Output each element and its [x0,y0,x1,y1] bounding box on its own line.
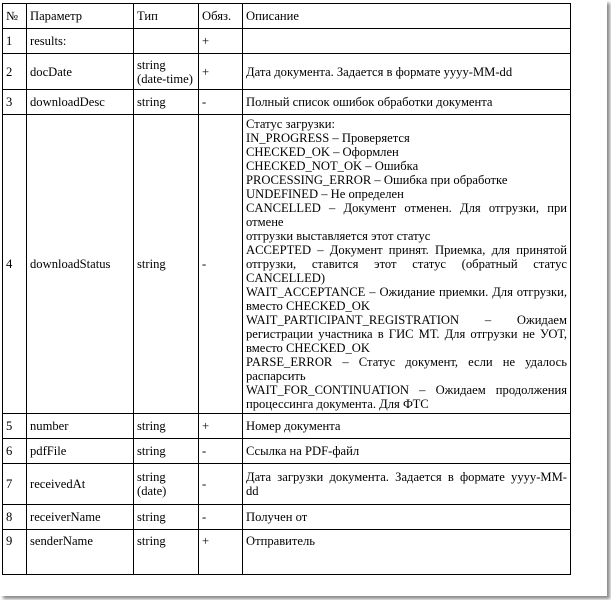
desc-line: Статус загрузки: [246,117,336,131]
row-param: results: [27,29,134,54]
desc-line: WAIT_ACCEPTANCE – Ожидание приемки. Для отгрузки, [246,285,567,299]
table-row [3,54,571,90]
header-type: Тип [134,4,199,29]
row-description [243,115,571,414]
desc-line: CANCELLED – Документ отменен. Для отгрузки, при отмене [246,201,567,229]
row-param: docDate [27,54,134,90]
table-row [3,505,571,530]
desc-line: CHECKED_OK – Оформлен [246,145,399,159]
row-num: 9 [3,530,27,575]
header-param: Параметр [27,4,134,29]
desc-line: PARSE_ERROR – Статус документ, если не удалось [246,355,567,369]
table-row [3,414,571,439]
row-description [243,464,571,505]
row-param: number [27,414,134,439]
row-param: receiverName [27,505,134,530]
table-row [3,439,571,464]
desc-line: вместо CHECKED_OK [246,341,370,355]
desc-line: WAIT_PARTICIPANT_REGISTRATION – Ожидаем [246,313,567,327]
desc-line: отгрузки, ставится этот статус (обратный статус [246,257,567,271]
row-required: + [199,54,243,90]
desc-line: регистрации участника в ГИС МТ. Для отгрузки не УОТ, [246,327,567,341]
desc-line: IN_PROGRESS – Проверяется [246,131,410,145]
desc-line: PROCESSING_ERROR – Ошибка при обработке [246,173,508,187]
table-row [3,115,571,414]
row-param: senderName [27,530,134,575]
row-type [134,29,199,54]
desc-line: ACCEPTED – Документ принят. Приемка, для принятой [246,243,567,257]
row-required: - [199,90,243,115]
row-num: 6 [3,439,27,464]
row-required: + [199,29,243,54]
row-param: downloadStatus [27,115,134,414]
desc-line: распарсить [246,369,306,383]
row-type: string [134,115,199,414]
row-num: 2 [3,54,27,90]
row-description: Полный список ошибок обработки документа [243,90,571,115]
row-type-line: (date-time) [137,71,193,86]
row-num: 8 [3,505,27,530]
row-type [134,54,199,90]
row-num: 5 [3,414,27,439]
row-type: string [134,414,199,439]
row-type: string [134,530,199,575]
row-required: - [199,115,243,414]
row-required: - [199,464,243,505]
row-num: 4 [3,115,27,414]
row-type-line: string [137,470,166,484]
row-description: Получен от [243,505,571,530]
parameters-table [2,3,571,575]
header-num: № [3,4,27,29]
row-type-line: (date) [137,484,167,498]
row-type [134,464,199,505]
header-description: Описание [243,4,571,29]
row-param: pdfFile [27,439,134,464]
desc-line: процессинга документа. Для ФТС [246,397,429,411]
row-required: + [199,530,243,575]
row-required: - [199,439,243,464]
desc-line: Дата загрузки документа. Задается в формате yyyy-MM- [246,470,567,484]
row-num: 7 [3,464,27,505]
row-description: Ссылка на PDF-файл [243,439,571,464]
desc-line: WAIT_FOR_CONTINUATION – Ожидаем продолжения [246,383,567,397]
row-description [243,29,571,54]
row-num: 1 [3,29,27,54]
table-row [3,90,571,115]
row-description: Отправитель [243,530,571,575]
table-row [3,464,571,505]
row-param: receivedAt [27,464,134,505]
row-type: string [134,90,199,115]
table-row [3,530,571,575]
desc-line: CHECKED_NOT_OK – Ошибка [246,159,419,173]
row-type: string [134,439,199,464]
desc-line: UNDEFINED – Не определен [246,187,404,201]
row-type-line: string [137,57,166,72]
desc-line: отгрузки выставляется этот статус [246,229,431,243]
row-description: Дата документа. Задается в формате yyyy-MM-dd [243,54,571,90]
table-row [3,29,571,54]
desc-line: dd [246,484,259,498]
row-param: downloadDesc [27,90,134,115]
row-required: + [199,414,243,439]
desc-line: вместо CHECKED_OK [246,299,370,313]
desc-line: CANCELLED) [246,271,326,285]
header-required: Обяз. [199,4,243,29]
row-num: 3 [3,90,27,115]
header-row [3,4,571,29]
row-type: string [134,505,199,530]
row-description: Номер документа [243,414,571,439]
row-required: - [199,505,243,530]
